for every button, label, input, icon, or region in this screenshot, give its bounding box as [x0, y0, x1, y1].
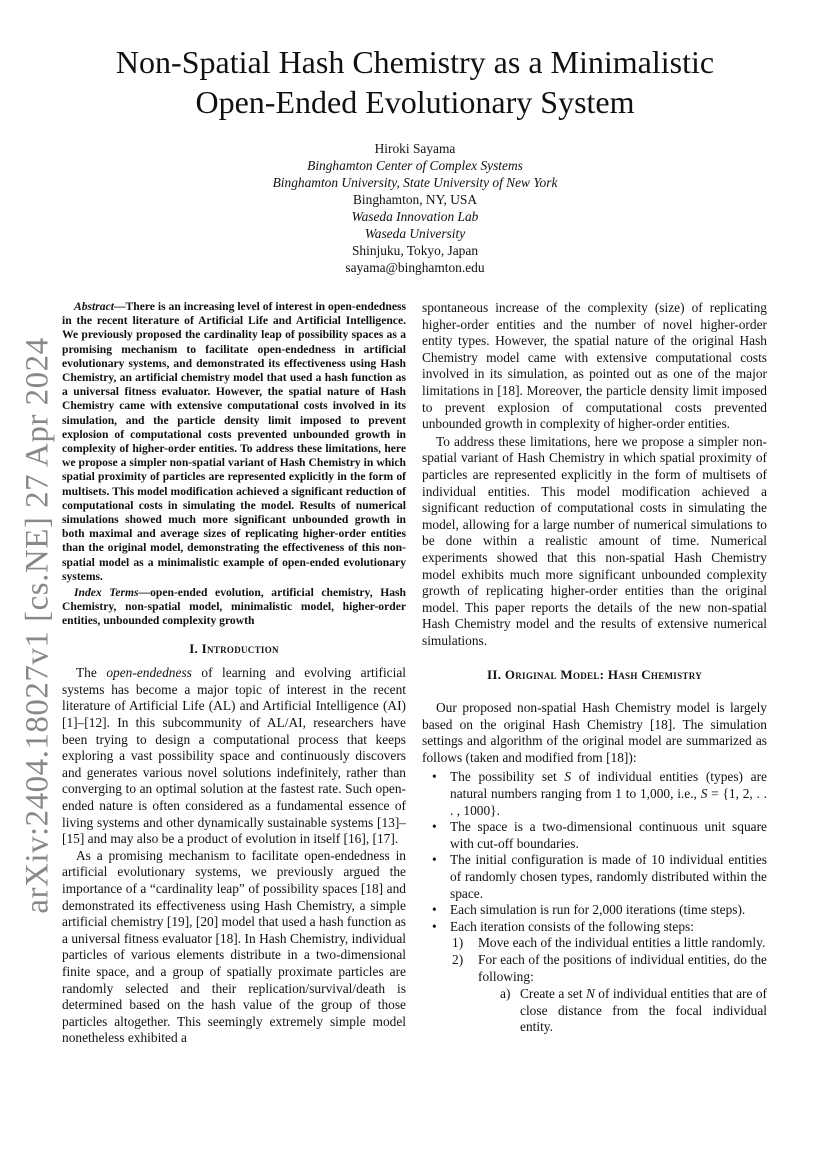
list-item: • Each simulation is run for 2,000 iterations (time steps).	[422, 902, 767, 919]
step-text: Move each of the individual entities a little randomly.	[478, 935, 766, 951]
list-item	[422, 769, 767, 819]
title-line-2: Open-Ended Evolutionary System	[195, 84, 635, 120]
bullet-text: The possibility set	[450, 769, 565, 785]
right-column	[422, 300, 767, 1036]
index-terms-label: Index Terms	[74, 586, 139, 600]
list-item: • The initial configuration is made of 10 individual entities of randomly chosen types, randomly distributed within the space.	[422, 852, 767, 902]
author-email[interactable]: sayama@binghamton.edu	[345, 260, 485, 275]
settings-list	[422, 769, 767, 935]
left-column	[62, 300, 406, 1047]
intro-paragraph-1	[62, 665, 406, 848]
bullet-text: of individual entities (types) are natural numbers ranging from 1 to 1,000, i.e.,	[450, 769, 767, 802]
bullet-text: = {1, 2, . . . , 1000}.	[450, 786, 767, 818]
intro-p1-start: The	[76, 665, 107, 681]
intro-paragraph-2-continued: spontaneous increase of the complexity (size) of replicating higher-order entities and the number of novel higher-order entity types. However, the spatial nature of the original Hash Chemistry model came with extensive computational costs involved in its simulation, as pointed out as one of the major limitations in [18]. Moreover, the particle density limit imposed to prevent explosion of computational costs prevented unbounded growth in complexity of higher-order entities.	[422, 300, 767, 432]
sub-steps	[478, 986, 767, 1036]
substep-number: a)	[500, 986, 511, 1002]
substep-text: Create a set	[520, 986, 586, 1002]
list-item	[452, 952, 767, 1036]
index-terms	[62, 586, 406, 629]
math-var: S	[564, 769, 572, 785]
intro-paragraph-3: To address these limitations, here we propose a simpler non-spatial variant of Hash Chemistry in which spatial proximity of particles are represented explicitly in the form of multisets of individual entities. This model modification achieved a significant reduction of computational costs in simulating the model, allowing for a large number of numerical simulations to be done within a realistic amount of time. Numerical experiments showed that this non-spatial Hash Chemistry model exhibits much more significant unbounded complexity growth of replicating higher-order entities than the original model. This paper reports the details of the new non-spatial Hash Chemistry model and the results of extensive numerical simulations.	[422, 433, 767, 648]
paper-title	[70, 42, 760, 122]
arxiv-stamp	[18, 336, 58, 914]
list-item	[452, 935, 767, 952]
title-line-1: Non-Spatial Hash Chemistry as a Minimalistic	[115, 44, 715, 80]
original-paragraph-1: Our proposed non-spatial Hash Chemistry model is largely based on the original Hash Chemistry [18]. The simulation settings and algorithm of the original model are summarized as follows (taken and modified from [18]):	[422, 700, 767, 765]
title-block	[70, 42, 760, 276]
affiliation-5: Waseda University	[364, 226, 466, 241]
abstract	[62, 300, 406, 584]
intro-paragraph-2: As a promising mechanism to facilitate open-endedness in artificial evolutionary systems, we previously argued the importance of a “cardinality leap” of possibility spaces [18] and demonstrated its effectiveness using Hash Chemistry, a simple artificial chemistry [19], [20] model that used a hash function as a universal fitness evaluator [18]. In Hash Chemistry, individual particles of various elements distribute in a two-dimensional finite space, and a group of spatially proximate particles are randomly selected and their replication/survival/death is determined based on the hash value of the group of those particles altogether. This seemingly extremely simple model nonetheless exhibited a	[62, 847, 406, 1046]
affiliation-1: Binghamton Center of Complex Systems	[307, 158, 523, 173]
arxiv-id: arXiv:2404.18027v1 [cs.NE] 27 Apr 2024	[19, 336, 56, 914]
step-text: For each of the positions of individual entities, do the following:	[478, 951, 767, 984]
intro-p1-emphasis: open-endedness	[106, 665, 192, 681]
affiliation-2: Binghamton University, State University of New York	[272, 175, 558, 190]
author-name: Hiroki Sayama	[374, 141, 456, 156]
index-terms-text: —open-ended evolution, artificial chemistry, Hash Chemistry, non-spatial model, minimalistic model, higher-order entities, unbounded complexity growth	[62, 586, 406, 628]
substep-text: of individual entities that are of close distance from the focal individual entity.	[520, 986, 768, 1035]
section-heading-original-model: II. Original Model: Hash Chemistry	[487, 667, 702, 683]
abstract-text: —There is an increasing level of interest in open-endedness in the recent literature of Artificial Life and Artificial Intelligence. We previously proposed the cardinality leap of possibility spaces as a promising mechanism to facilitate open-endedness in artificial evolutionary systems, and demonstrated its effectiveness using Hash Chemistry, an artificial chemistry model that used a hash function as a universal fitness evaluator. However, the spatial nature of Hash Chemistry came with extensive computational costs involved in its simulation, and the particle density limit imposed to prevent explosion of computational costs prevented unbounded growth in complexity of higher-order entities. To address these limitations, here we propose a simpler non-spatial variant of Hash Chemistry in which spatial proximity of particles are represented explicitly in the form of multisets. This model modification achieved a significant reduction of computational costs in simulating the model. Results of numerical simulations showed much more significant unbounded growth in both maximal and average sizes of replicating higher-order entities than the original model, demonstrating the effectiveness of this non-spatial model as a minimalistic example of open-ended evolutionary systems.	[62, 300, 406, 583]
abstract-label: Abstract	[74, 300, 114, 313]
bullet-text: Each iteration consists of the following steps:	[450, 918, 694, 934]
affiliation-3: Binghamton, NY, USA	[353, 192, 477, 207]
list-item	[422, 919, 767, 936]
iteration-steps	[422, 935, 767, 1036]
step-number: 2)	[452, 951, 464, 967]
intro-p1-rest: of learning and evolving artificial systems has become a major topic of interest in the recent literature of Artificial Life (AL) and Artificial Intelligence (AI) [1]–[12]. In this subcommunity of AL/AI, researchers have been trying to design a computational process that keeps exploring a vast possibility space and continuously discovers and generates various novel solutions indefinitely, rather than converging to an optimal solution at the fastest rate. Such open-ended nature is often considered as a fundamental essence of living systems and other dynamically sustainable systems [13]–[15] and may also be a product of evolution in itself [16], [17].	[62, 665, 407, 847]
affiliation-4: Waseda Innovation Lab	[351, 209, 479, 224]
step-number: 1)	[452, 935, 464, 951]
math-var: S	[700, 786, 708, 802]
section-heading-introduction: I. Introduction	[189, 640, 279, 656]
affiliation-6: Shinjuku, Tokyo, Japan	[351, 243, 479, 258]
list-item	[500, 986, 767, 1036]
list-item: • The space is a two-dimensional continuous unit square with cut-off boundaries.	[422, 819, 767, 852]
math-var: N	[585, 986, 595, 1002]
